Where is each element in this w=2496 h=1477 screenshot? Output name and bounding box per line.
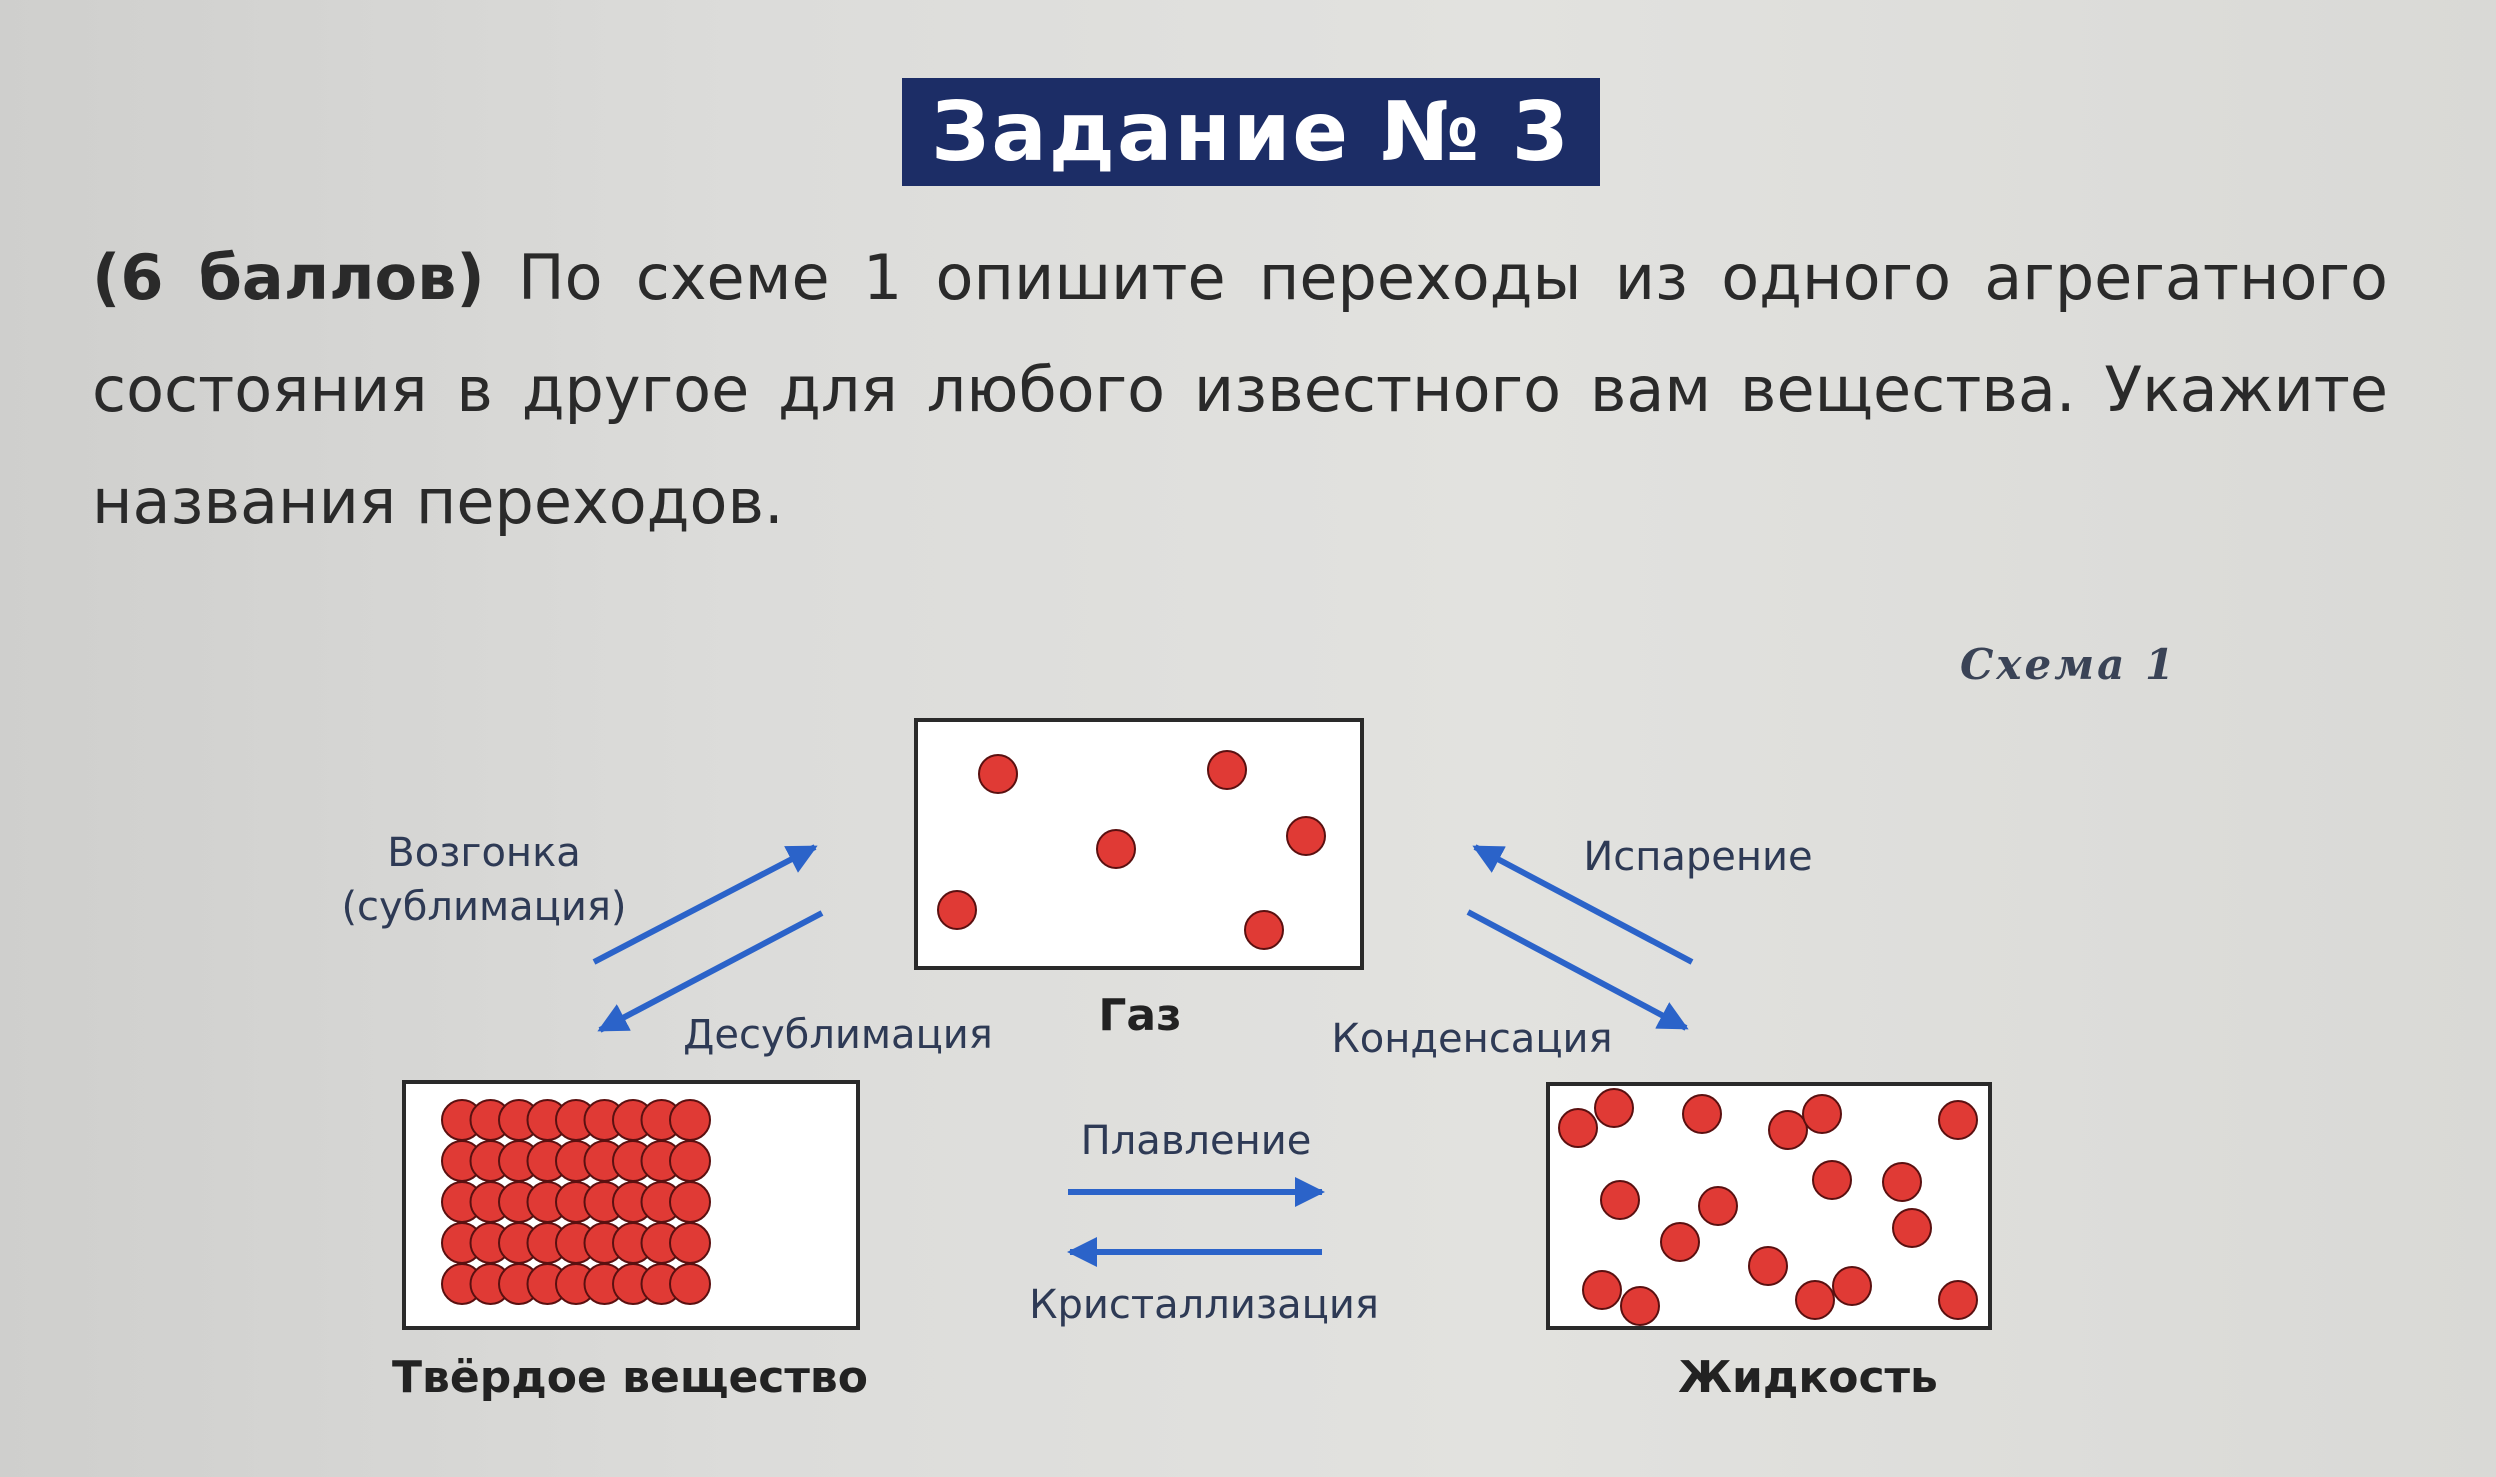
particle xyxy=(1749,1247,1787,1285)
particle xyxy=(1287,817,1325,855)
liquid-label: Жидкость xyxy=(1678,1352,1938,1403)
particle xyxy=(1803,1095,1841,1133)
particle xyxy=(1661,1223,1699,1261)
solid-particles xyxy=(442,1100,710,1304)
particle xyxy=(1245,911,1283,949)
scheme-label: Схема 1 xyxy=(1960,640,2178,689)
particle xyxy=(1939,1281,1977,1319)
gas-box xyxy=(916,720,1362,968)
evaporation-label: Испарение xyxy=(1583,834,1813,880)
particle xyxy=(979,755,1017,793)
particle xyxy=(1583,1271,1621,1309)
condensation-label: Конденсация xyxy=(1331,1016,1613,1062)
liquid-box xyxy=(1548,1084,1990,1328)
particle xyxy=(1208,751,1246,789)
particle xyxy=(670,1100,710,1140)
particle xyxy=(1683,1095,1721,1133)
melting-label: Плавление xyxy=(1080,1118,1312,1164)
sublimation-arrow xyxy=(594,847,815,962)
particle xyxy=(670,1182,710,1222)
task-points: (6 баллов) xyxy=(92,241,485,314)
particle xyxy=(938,891,976,929)
particle xyxy=(1883,1163,1921,1201)
particle xyxy=(1893,1209,1931,1247)
desublimation-label: Десублимация xyxy=(683,1012,993,1058)
particle xyxy=(1939,1101,1977,1139)
particle xyxy=(1559,1109,1597,1147)
particle xyxy=(670,1141,710,1181)
solid-box xyxy=(404,1082,858,1328)
particle xyxy=(1699,1187,1737,1225)
sublimation-label-line1: Возгонка xyxy=(387,830,581,876)
solid-label: Твёрдое вещество xyxy=(392,1352,868,1403)
particle xyxy=(1833,1267,1871,1305)
particle xyxy=(1796,1281,1834,1319)
particle xyxy=(670,1223,710,1263)
crystallization-label: Кристаллизация xyxy=(1029,1282,1379,1328)
particle xyxy=(1813,1161,1851,1199)
task-text: По схеме 1 опишите переходы из одного агрегатного состояния в другое для любого известного вам вещества. Укажите названия переходов. xyxy=(92,241,2388,538)
particle xyxy=(1621,1287,1659,1325)
condensation-arrow xyxy=(1468,912,1686,1028)
particle xyxy=(1769,1111,1807,1149)
particle xyxy=(1595,1089,1633,1127)
particle xyxy=(1601,1181,1639,1219)
gas-label: Газ xyxy=(1098,990,1182,1041)
sublimation-label-line2: (сублимация) xyxy=(341,884,627,930)
task-title: Задание № 3 xyxy=(931,84,1571,180)
particle xyxy=(670,1264,710,1304)
particle xyxy=(1097,830,1135,868)
